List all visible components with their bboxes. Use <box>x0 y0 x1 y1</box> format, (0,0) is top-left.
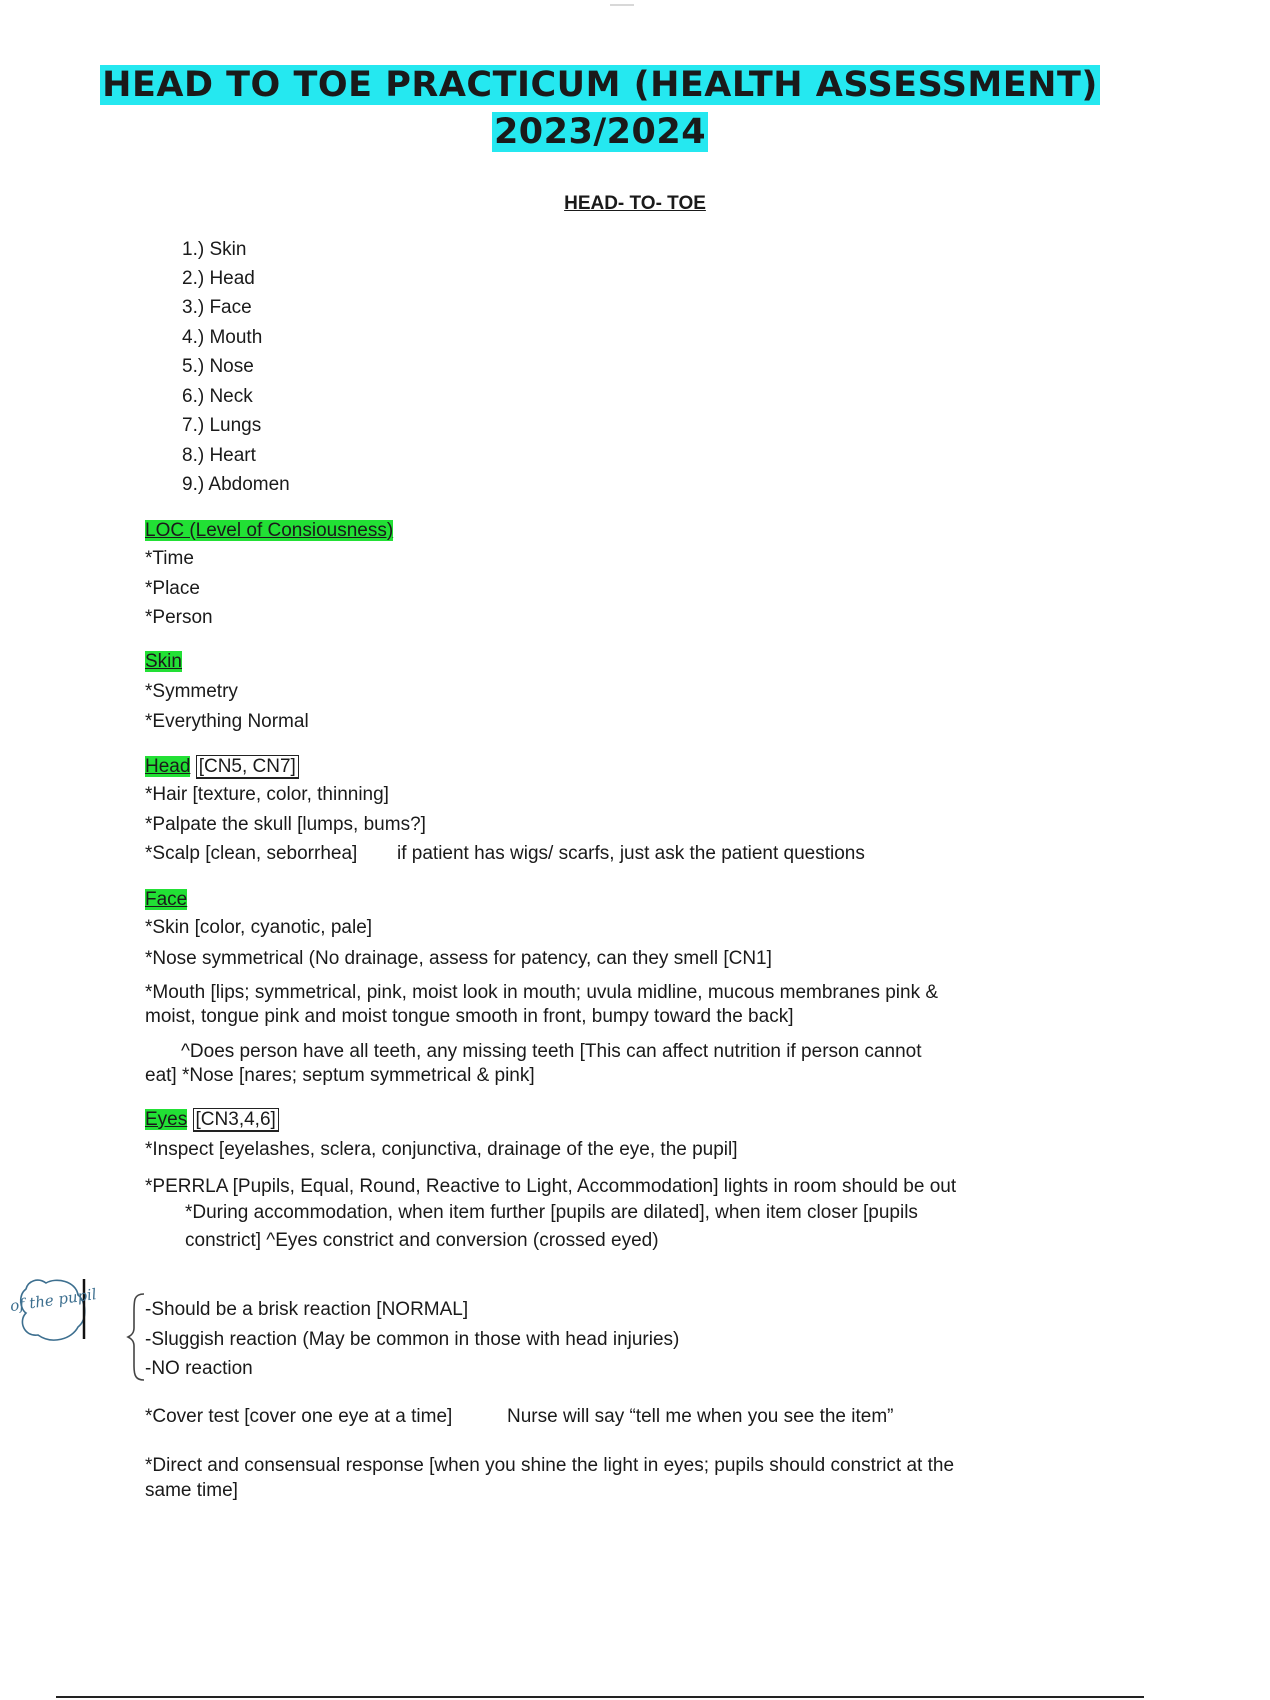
face-heading: Face <box>145 889 188 910</box>
reaction-item: -Should be a brisk reaction [NORMAL] <box>145 1299 469 1320</box>
loc-item: *Person <box>145 607 213 628</box>
loc-heading: LOC (Level of Consiousness) <box>145 520 394 541</box>
face-nose: *Nose symmetrical (No drainage, assess for patency, can they smell [CN1] <box>145 948 772 969</box>
list-item: 3.) Face <box>182 297 252 318</box>
scalp-note: if patient has wigs/ scarfs, just ask the patient questions <box>397 843 865 864</box>
list-item: 1.) Skin <box>182 239 247 260</box>
list-item: 2.) Head <box>182 268 255 289</box>
face-teeth-line-1: ^Does person have all teeth, any missing teeth [This can affect nutrition if person cannot <box>181 1041 922 1062</box>
cover-test-note: Nurse will say “tell me when you see the item” <box>507 1406 894 1427</box>
eyes-perrla: *PERRLA [Pupils, Equal, Round, Reactive to Light, Accommodation] lights in room should be out <box>145 1176 957 1197</box>
loc-item: *Time <box>145 548 194 569</box>
skin-heading: Skin <box>145 651 182 672</box>
handwritten-annotation <box>8 1275 98 1347</box>
eyes-accommodation-line-1: *During accommodation, when item further [pupils are dilated], when item closer [pupils <box>185 1202 918 1223</box>
face-skin: *Skin [color, cyanotic, pale] <box>145 917 373 938</box>
bottom-rule <box>56 1696 1144 1698</box>
cover-test: *Cover test [cover one eye at a time] <box>145 1406 453 1427</box>
face-teeth-line-2: eat] *Nose [nares; septum symmetrical & pink] <box>145 1065 535 1086</box>
reaction-item: -NO reaction <box>145 1358 253 1379</box>
annotation-text: of the pupil <box>8 1285 98 1316</box>
eyes-inspect: *Inspect [eyelashes, sclera, conjunctiva, drainage of the eye, the pupil] <box>145 1139 738 1160</box>
skin-item: *Symmetry <box>145 681 238 702</box>
eyes-heading: Eyes [CN3,4,6] <box>145 1109 279 1131</box>
list-item: 8.) Heart <box>182 445 256 466</box>
head-item: *Hair [texture, color, thinning] <box>145 784 389 805</box>
head-heading: Head [CN5, CN7] <box>145 756 299 778</box>
title-line-2: 2023/2024 <box>493 112 707 152</box>
eyes-cranial-nerves: [CN3,4,6] <box>193 1108 279 1132</box>
head-item: *Scalp [clean, seborrhea] <box>145 843 358 864</box>
loc-item: *Place <box>145 578 200 599</box>
head-item: *Palpate the skull [lumps, bums?] <box>145 814 426 835</box>
section-subheading: HEAD- TO- TOE <box>564 193 706 214</box>
direct-consensual-line-2: same time] <box>145 1480 238 1501</box>
head-cranial-nerves: [CN5, CN7] <box>196 755 299 779</box>
list-item: 4.) Mouth <box>182 327 263 348</box>
face-mouth-line-1: *Mouth [lips; symmetrical, pink, moist look in mouth; uvula midline, mucous membranes pink & <box>145 982 939 1003</box>
list-item: 9.) Abdomen <box>182 474 290 495</box>
skin-item: *Everything Normal <box>145 711 309 732</box>
list-item: 7.) Lungs <box>182 415 262 436</box>
page-top-mark <box>610 4 634 6</box>
title-line-1: HEAD TO TOE PRACTICUM (HEALTH ASSESSMENT) <box>102 65 1098 105</box>
list-item: 5.) Nose <box>182 356 254 377</box>
face-mouth-line-2: moist, tongue pink and moist tongue smooth in front, bumpy toward the back] <box>145 1006 794 1027</box>
reaction-item: -Sluggish reaction (May be common in those with head injuries) <box>145 1329 680 1350</box>
direct-consensual-line-1: *Direct and consensual response [when you shine the light in eyes; pupils should constrict at the <box>145 1455 955 1476</box>
list-item: 6.) Neck <box>182 386 253 407</box>
page-title <box>0 62 1200 156</box>
eyes-accommodation-line-2: constrict] ^Eyes constrict and conversion (crossed eyed) <box>185 1230 659 1251</box>
